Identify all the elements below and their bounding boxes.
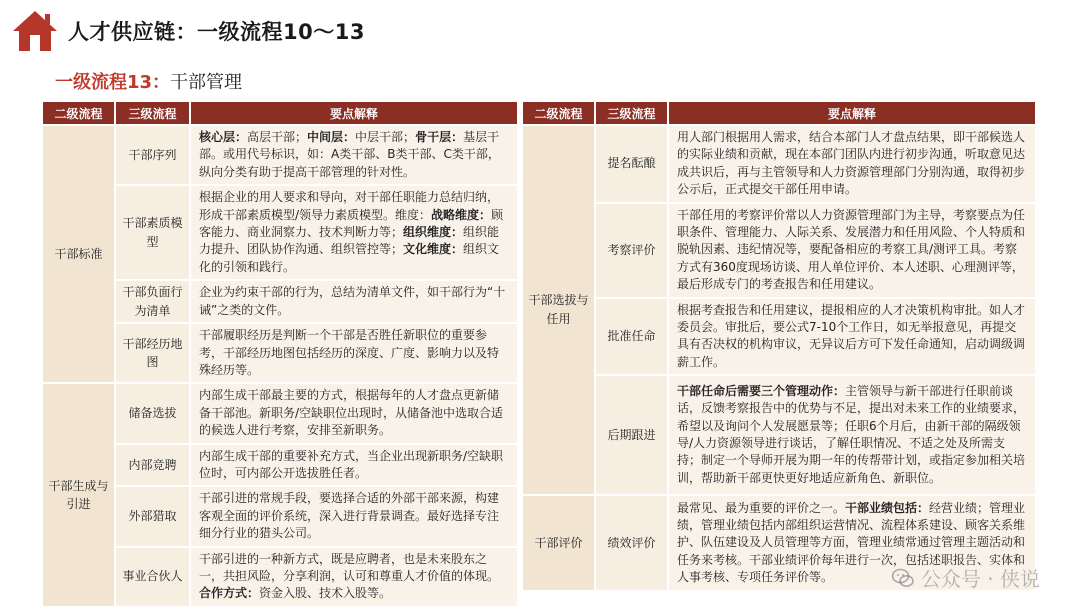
home-icon bbox=[12, 9, 58, 53]
bold-text: 合作方式： bbox=[199, 586, 260, 601]
text: 顾客能力、商业洞察力、技术判断力等； bbox=[199, 207, 504, 239]
bold-text: 组织维度： bbox=[403, 224, 464, 239]
bold-text: 干部任命后需要三个管理动作： bbox=[677, 383, 846, 398]
header-level2: 二级流程 bbox=[43, 102, 116, 124]
level3-cell: 后期跟进 bbox=[596, 374, 669, 494]
text: 内部生成干部最主要的方式，根据每年的人才盘点更新储备干部池。新职务/空缺职位出现时，从储备池中选取合适的候选人进行考察，安排至新职务。 bbox=[199, 388, 504, 438]
text: 主管领导与新干部进行任职前谈话，反馈考察报告中的优势与不足，提出对未来工作的业绩要求，希望以及询问个人发展愿景等；任职6个月后，由新干部的隔级领导/人力资源领导进行谈话，了解任职情况、不适之处及所需支持；制定一个导师开展为期一年的传帮带计划，或指定参加相关培训，帮助新干部更快更好地适应新角色、新职位。 bbox=[677, 383, 1026, 485]
subtitle-name: 干部管理 bbox=[170, 72, 243, 93]
text: 组织能力提升、团队协作沟通、组织管控等； bbox=[199, 224, 500, 257]
header-points: 要点解释 bbox=[669, 102, 1037, 124]
watermark bbox=[891, 563, 1040, 592]
subtitle-prefix: 一级流程13： bbox=[55, 72, 171, 93]
page-title: 人才供应链：一级流程10～13 bbox=[68, 20, 365, 44]
table-row bbox=[43, 382, 519, 442]
page-header bbox=[12, 8, 365, 54]
text: 经营业绩；管理业绩，管理业绩包括内部组织运营情况、流程体系建设、顾客关系维护、队伍建设及人员管理等方面，管理业绩常通过管理主题活动和任务来考核。干部业绩评价每年进行一次，包括述职报告、实体和人事考核、专项任务评价等。 bbox=[677, 500, 1026, 585]
level3-cell: 内部竞聘 bbox=[116, 443, 191, 486]
level3-cell: 考察评价 bbox=[596, 202, 669, 297]
level2-cell: 干部标准 bbox=[43, 124, 116, 382]
bold-text: 中间层： bbox=[307, 130, 356, 144]
table-row bbox=[523, 124, 1037, 202]
level3-cell: 干部负面行为清单 bbox=[116, 279, 191, 322]
text: 中层干部； bbox=[355, 130, 416, 144]
bold-text: 文化维度： bbox=[403, 242, 464, 257]
text: 根据考查报告和任用建议，提报相应的人才决策机构审批。如人才委员会。审批后，要公式7-10个工作日，如无举报意见，再提交具有否决权的机构审议，无异议后方可下发任命通知，启动调级调薪工作。 bbox=[677, 302, 1026, 369]
table-row bbox=[523, 202, 1037, 297]
table-row bbox=[523, 374, 1037, 494]
level2-cell: 干部生成与引进 bbox=[43, 382, 116, 605]
text: 内部生成干部的重要补充方式，当企业出现新职务/空缺职位时，可内部公开选拔胜任者。 bbox=[199, 448, 504, 481]
text: 用人部门根据用人需求，结合本部门人才盘点结果，即干部候选人的实际业绩和贡献，现在本部门团队内进行初步沟通，听取意见达成共识后，再与主管领导和人力资源管理部门分别沟通，取得初步公示后，正式提交干部任用申请。 bbox=[677, 130, 1026, 197]
right-process-table bbox=[523, 102, 1037, 590]
description-cell bbox=[191, 279, 519, 322]
description-cell bbox=[191, 184, 519, 279]
wechat-icon bbox=[891, 566, 915, 590]
text: 根据企业的用人要求和导向，对干部任职能力总结归纳，形成干部素质模型/领导力素质模型。维度： bbox=[199, 190, 500, 222]
description-cell bbox=[191, 546, 519, 606]
description-cell bbox=[191, 382, 519, 442]
bold-text: 干部业绩包括： bbox=[845, 500, 930, 515]
level2-cell: 干部选拔与任用 bbox=[523, 124, 596, 494]
watermark-text: 公众号 · 侠说 bbox=[920, 567, 1040, 591]
text: 基层干部。或用代号标识，如：A类干部、B类干部、C类干部，纵向分类有助于提高干部管理的针对性。 bbox=[199, 130, 500, 179]
level3-cell: 绩效评价 bbox=[596, 494, 669, 590]
level3-cell: 干部经历地图 bbox=[116, 322, 191, 382]
bold-text: 战略维度： bbox=[431, 207, 492, 222]
text: 最常见、最为重要的评价之一。 bbox=[677, 500, 846, 515]
header-level2: 二级流程 bbox=[523, 102, 596, 124]
table-row bbox=[43, 124, 519, 184]
text: 资金入股、技术入股等。 bbox=[259, 586, 392, 601]
description-cell bbox=[191, 124, 519, 184]
text: 干部引进的常规手段，要选择合适的外部干部来源，构建客观全面的评价系统，深入进行背景调查。最好选择专注细分行业的猎头公司。 bbox=[199, 491, 500, 541]
header-points: 要点解释 bbox=[191, 102, 519, 124]
description-cell bbox=[191, 485, 519, 545]
description-cell bbox=[191, 322, 519, 382]
bold-text: 骨干层： bbox=[415, 130, 464, 144]
description-cell bbox=[669, 297, 1037, 375]
left-process-table bbox=[43, 102, 519, 606]
text: 干部任用的考察评价常以人力资源管理部门为主导，考察要点为任职条件、管理能力、人际关系、发展潜力和任用风险、个人特质和脱轨因素、违纪情况等，要配备相应的考察工具/测评工具。考察方式有360度现场访谈、用人单位评价、本人述职、心理测评等，最后形成专门的考查报告和任用建议。 bbox=[677, 207, 1026, 292]
description-cell bbox=[669, 124, 1037, 202]
description-cell bbox=[669, 202, 1037, 297]
table-header-row bbox=[43, 102, 519, 124]
table-header-row bbox=[523, 102, 1037, 124]
text: 企业为约束干部的行为，总结为清单文件，如干部行为“十诫”之类的文件。 bbox=[199, 285, 506, 317]
description-cell bbox=[191, 443, 519, 486]
text: 干部引进的一种新方式，既是应聘者，也是未来股东之一，共担风险，分享利润，认可和尊重人才价值的体现。 bbox=[199, 551, 500, 583]
text: 组织文化的引领和践行。 bbox=[199, 242, 500, 274]
table-row bbox=[523, 297, 1037, 375]
level3-cell: 提名酝酿 bbox=[596, 124, 669, 202]
header-level3: 三级流程 bbox=[116, 102, 191, 124]
level2-cell: 干部评价 bbox=[523, 494, 596, 590]
text: 干部履职经历是判断一个干部是否胜任新职位的重要参考，干部经历地图包括经历的深度、广度、影响力以及特殊经历等。 bbox=[199, 328, 500, 378]
level3-cell: 干部序列 bbox=[116, 124, 191, 184]
level3-cell: 干部素质模型 bbox=[116, 184, 191, 279]
header-level3: 三级流程 bbox=[596, 102, 669, 124]
level3-cell: 事业合伙人 bbox=[116, 546, 191, 606]
section-subtitle bbox=[55, 68, 242, 94]
bold-text: 核心层： bbox=[199, 130, 248, 144]
text: 高层干部； bbox=[247, 130, 308, 144]
description-cell bbox=[669, 374, 1037, 494]
level3-cell: 储备选拔 bbox=[116, 382, 191, 442]
level3-cell: 批准任命 bbox=[596, 297, 669, 375]
level3-cell: 外部猎取 bbox=[116, 485, 191, 545]
